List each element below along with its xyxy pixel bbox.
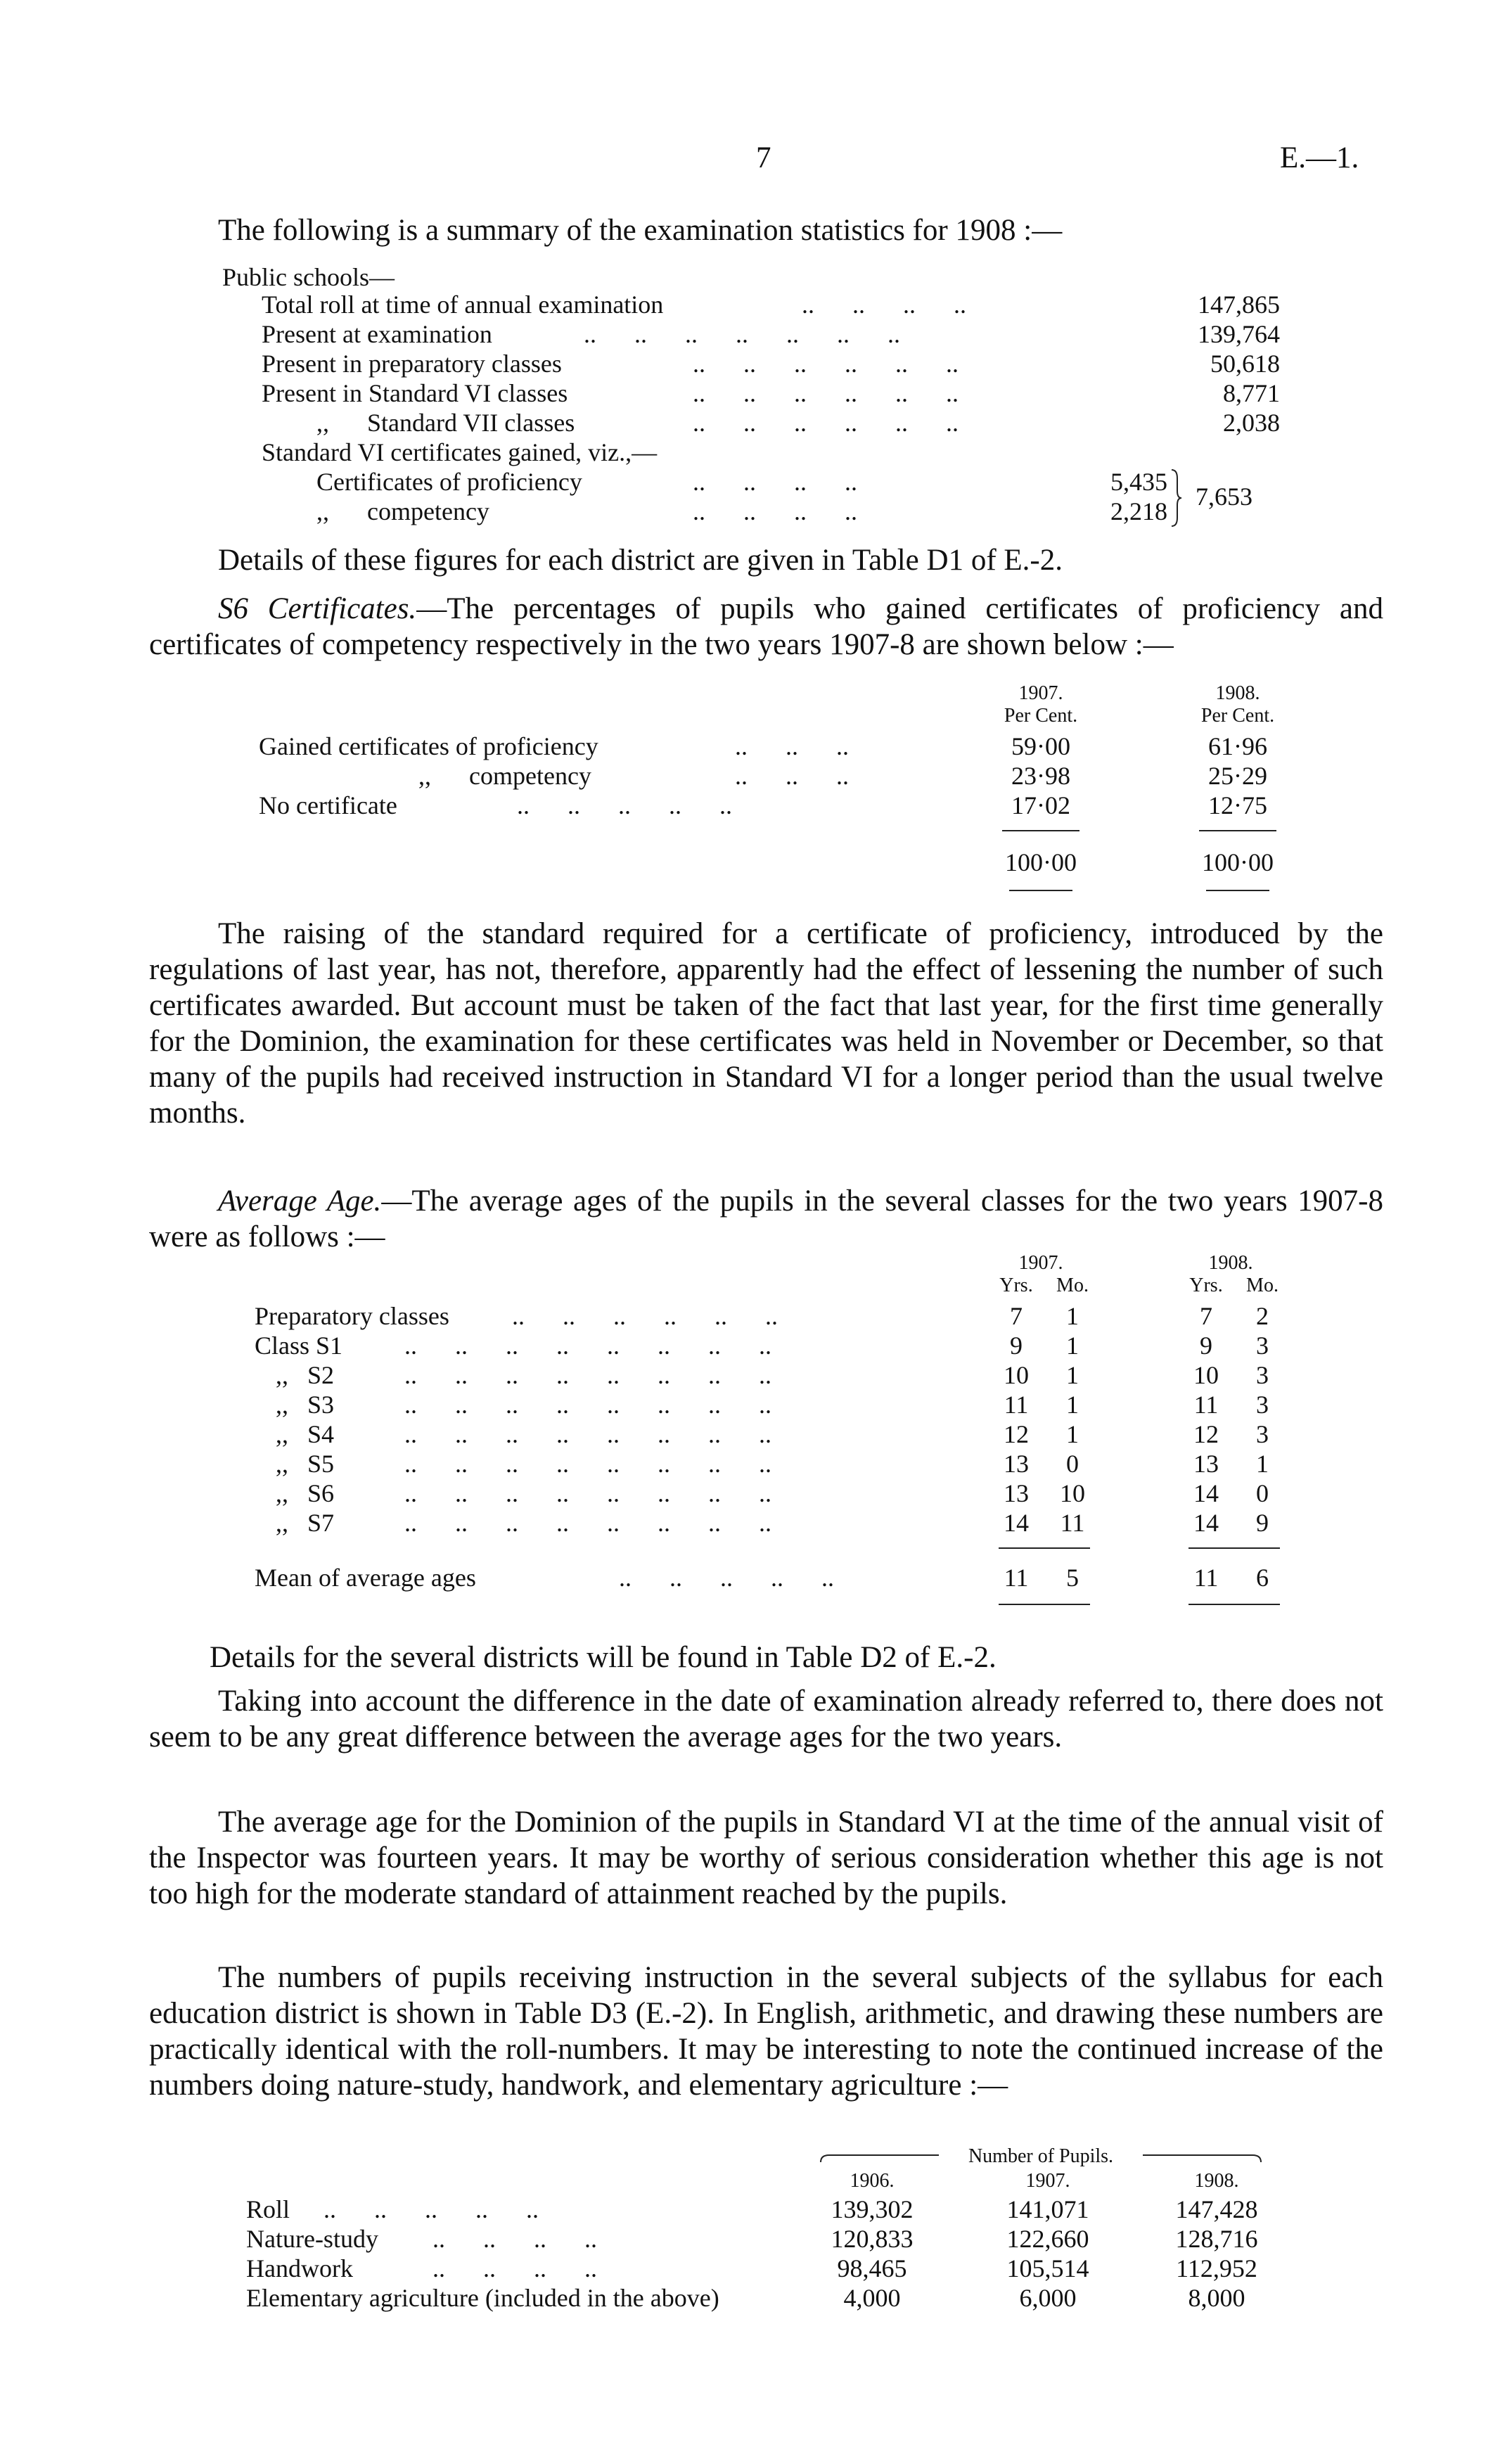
age-value: 9	[1200, 1331, 1212, 1360]
pupils-value: 105,514	[1006, 2254, 1089, 2282]
age-value: 7	[1010, 1302, 1023, 1330]
age-value: 1	[1066, 1391, 1079, 1419]
summary-row-label: Present at examination	[262, 320, 492, 348]
age-value: 7	[1200, 1302, 1212, 1330]
s6-col-unit: Per Cent.	[1200, 705, 1275, 727]
age-value: 10	[1004, 1361, 1029, 1389]
s6-total: 100·00	[1202, 848, 1274, 876]
age-value: 1	[1256, 1450, 1269, 1478]
age-value: 3	[1256, 1331, 1269, 1360]
pupils-row-label: Roll	[246, 2195, 290, 2223]
certificates-heading: Standard VI certificates gained, viz.,—	[262, 438, 658, 466]
age-value: 13	[1004, 1450, 1029, 1478]
s6-value: 59·00	[1011, 732, 1070, 760]
age-value: 1	[1066, 1361, 1079, 1389]
age-value: 13	[1193, 1450, 1219, 1478]
divider	[999, 1604, 1090, 1605]
divider	[1189, 1547, 1280, 1549]
age-value: 11	[1193, 1391, 1219, 1419]
s6-row-label: Gained certificates of proficiency	[259, 732, 598, 760]
average-age-text: —The average ages of the pupils in the several classes for the two years 1907-8 were as follows :—	[149, 1184, 1383, 1253]
age-row-label: ,, S6	[276, 1479, 335, 1507]
age-col-unit: Yrs.	[999, 1275, 1033, 1296]
summary-row-value: 147,865	[1198, 290, 1280, 319]
pupils-value: 112,952	[1176, 2254, 1257, 2282]
age-row-label: Preparatory classes	[255, 1302, 449, 1330]
s6-col-year: 1907.	[1018, 682, 1063, 704]
age-value: 10	[1193, 1361, 1219, 1389]
age-value: 3	[1256, 1361, 1269, 1389]
summary-heading: Public schools—	[222, 263, 395, 291]
age-value: 11	[1060, 1509, 1085, 1537]
age-value: 10	[1060, 1479, 1085, 1507]
age-mean-value: 5	[1066, 1564, 1079, 1592]
divider	[1189, 1604, 1280, 1605]
age-mean-value: 11	[1193, 1564, 1219, 1592]
age-value: 12	[1193, 1420, 1219, 1448]
s6-value: 25·29	[1208, 762, 1267, 790]
pupils-value: 98,465	[837, 2254, 907, 2282]
age-col-unit: Mo.	[1056, 1275, 1089, 1296]
s6-value: 12·75	[1208, 791, 1267, 819]
s6-total: 100·00	[1005, 848, 1077, 876]
taking-paragraph: Taking into account the difference in the date of examination already referred to, there does not seem to be any great difference between the average ages for the two years.	[149, 1685, 1383, 1754]
divider	[1009, 890, 1072, 891]
details-d2-note: Details for the several districts will be found in Table D2 of E.-2.	[210, 1641, 997, 1674]
age-row-label: ,, S3	[276, 1391, 335, 1419]
age-value: 1	[1066, 1420, 1079, 1448]
age-value: 3	[1256, 1391, 1269, 1419]
age-value: 1	[1066, 1331, 1079, 1360]
pupils-value: 147,428	[1175, 2195, 1258, 2223]
document-reference: E.—1.	[1280, 141, 1359, 174]
age-row-label: ,, S5	[276, 1450, 335, 1478]
summary-row-value: 8,771	[1223, 379, 1280, 407]
average-age-paragraph	[149, 1183, 1383, 1255]
details-note: Details of these figures for each district are given in Table D1 of E.-2.	[218, 544, 1063, 577]
age-mean-label: Mean of average ages	[255, 1564, 476, 1592]
summary-cert-label: Certificates of proficiency	[316, 468, 582, 496]
pupils-group-header: Number of Pupils.	[939, 2145, 1143, 2168]
certificates-total: 7,653	[1196, 483, 1252, 511]
age-mean-value: 6	[1256, 1564, 1269, 1592]
age-col-unit: Yrs.	[1189, 1275, 1223, 1296]
divider	[999, 1547, 1090, 1549]
divider	[1002, 830, 1079, 831]
summary-row-value: 2,038	[1223, 409, 1280, 437]
pupils-col-year: 1907.	[1025, 2170, 1070, 2192]
age-value: 14	[1193, 1479, 1219, 1507]
numbers-paragraph: The numbers of pupils receiving instruction in the several subjects of the syllabus for each education district is shown in Table D3 (E.-2). In English, arithmetic, and drawing these numbers are practically identical with the roll-numbers. It may be interesting to note the continued increase of the numbers doing nature-study, handwork, and elementary agriculture :—	[149, 1961, 1383, 2102]
s6-heading: S6 Certificates.	[218, 592, 417, 625]
age-row-label: ,, S2	[276, 1361, 335, 1389]
summary-cert-value: 5,435	[1110, 468, 1167, 496]
pupils-value: 8,000	[1188, 2284, 1245, 2312]
age-row-label: ,, S4	[276, 1420, 335, 1448]
intro-line: The following is a summary of the examination statistics for 1908 :—	[218, 214, 1063, 247]
pupils-value: 128,716	[1175, 2225, 1258, 2253]
age-value: 14	[1004, 1509, 1029, 1537]
age-mean-value: 11	[1004, 1564, 1029, 1592]
age-col-year: 1908.	[1208, 1252, 1253, 1274]
summary-cert-value: 2,218	[1110, 497, 1167, 525]
s6-paragraph	[149, 591, 1383, 663]
age-value: 2	[1256, 1302, 1269, 1330]
pupils-row-label: Nature-study	[246, 2225, 378, 2253]
divider	[1199, 830, 1276, 831]
summary-row-label: Present in Standard VI classes	[262, 379, 568, 407]
age-value: 3	[1256, 1420, 1269, 1448]
average-age-heading: Average Age.	[218, 1184, 382, 1218]
pupils-value: 4,000	[843, 2284, 901, 2312]
s6-col-unit: Per Cent.	[1004, 705, 1078, 727]
s6-row-label: ,, competency	[418, 762, 591, 790]
summary-row-label: Total roll at time of annual examination	[262, 290, 664, 319]
pupils-row-label: Handwork	[246, 2254, 353, 2282]
s6-text: —The percentages of pupils who gained certificates of proficiency and certificates of competency respectively in the two years 1907-8 are shown below :—	[149, 592, 1383, 661]
summary-row-value: 139,764	[1198, 320, 1280, 348]
summary-row-value: 50,618	[1210, 350, 1280, 378]
age-col-unit: Mo.	[1246, 1275, 1279, 1296]
pupils-col-year: 1908.	[1194, 2170, 1239, 2192]
s6-col-year: 1908.	[1215, 682, 1260, 704]
summary-cert-label: ,, competency	[316, 497, 489, 525]
age-value: 9	[1256, 1509, 1269, 1537]
pupils-row-label: Elementary agriculture (included in the above)	[246, 2284, 719, 2312]
age-col-year: 1907.	[1018, 1252, 1063, 1274]
summary-row-label: ,, Standard VII classes	[316, 409, 575, 437]
page-number: 7	[756, 141, 771, 174]
brace-icon	[1170, 468, 1183, 528]
s6-value: 61·96	[1208, 732, 1267, 760]
age-value: 0	[1256, 1479, 1269, 1507]
age-value: 0	[1066, 1450, 1079, 1478]
s6-row-label: No certificate	[259, 791, 397, 819]
age-value: 14	[1193, 1509, 1219, 1537]
pupils-value: 122,660	[1006, 2225, 1089, 2253]
summary-row-label: Present in preparatory classes	[262, 350, 562, 378]
raising-paragraph: The raising of the standard required for a certificate of proficiency, introduced by the regulations of last year, has not, therefore, apparently had the effect of lessening the number of such certificates awarded. But account must be taken of the fact that last year, for the first time generally for the Dominion, the examination for these certificates was held in November or December, so that many of the pupils had received instruction in Standard VI for a longer period than the usual twelve months.	[149, 917, 1383, 1130]
age-row-label: Class S1	[255, 1331, 343, 1360]
pupils-value: 120,833	[831, 2225, 914, 2253]
dominion-average-paragraph: The average age for the Dominion of the pupils in Standard VI at the time of the annual visit of the Inspector was fourteen years. It may be worthy of serious consideration whether this age is not too high for the moderate standard of attainment reached by the pupils.	[149, 1806, 1383, 1910]
age-value: 1	[1066, 1302, 1079, 1330]
pupils-value: 6,000	[1019, 2284, 1077, 2312]
pupils-value: 141,071	[1006, 2195, 1089, 2223]
age-value: 13	[1004, 1479, 1029, 1507]
s6-value: 23·98	[1011, 762, 1070, 790]
age-value: 9	[1010, 1331, 1023, 1360]
age-row-label: ,, S7	[276, 1509, 335, 1537]
s6-value: 17·02	[1011, 791, 1070, 819]
pupils-value: 139,302	[831, 2195, 914, 2223]
age-value: 11	[1004, 1391, 1029, 1419]
divider	[1206, 890, 1269, 891]
age-value: 12	[1004, 1420, 1029, 1448]
pupils-col-year: 1906.	[850, 2170, 895, 2192]
